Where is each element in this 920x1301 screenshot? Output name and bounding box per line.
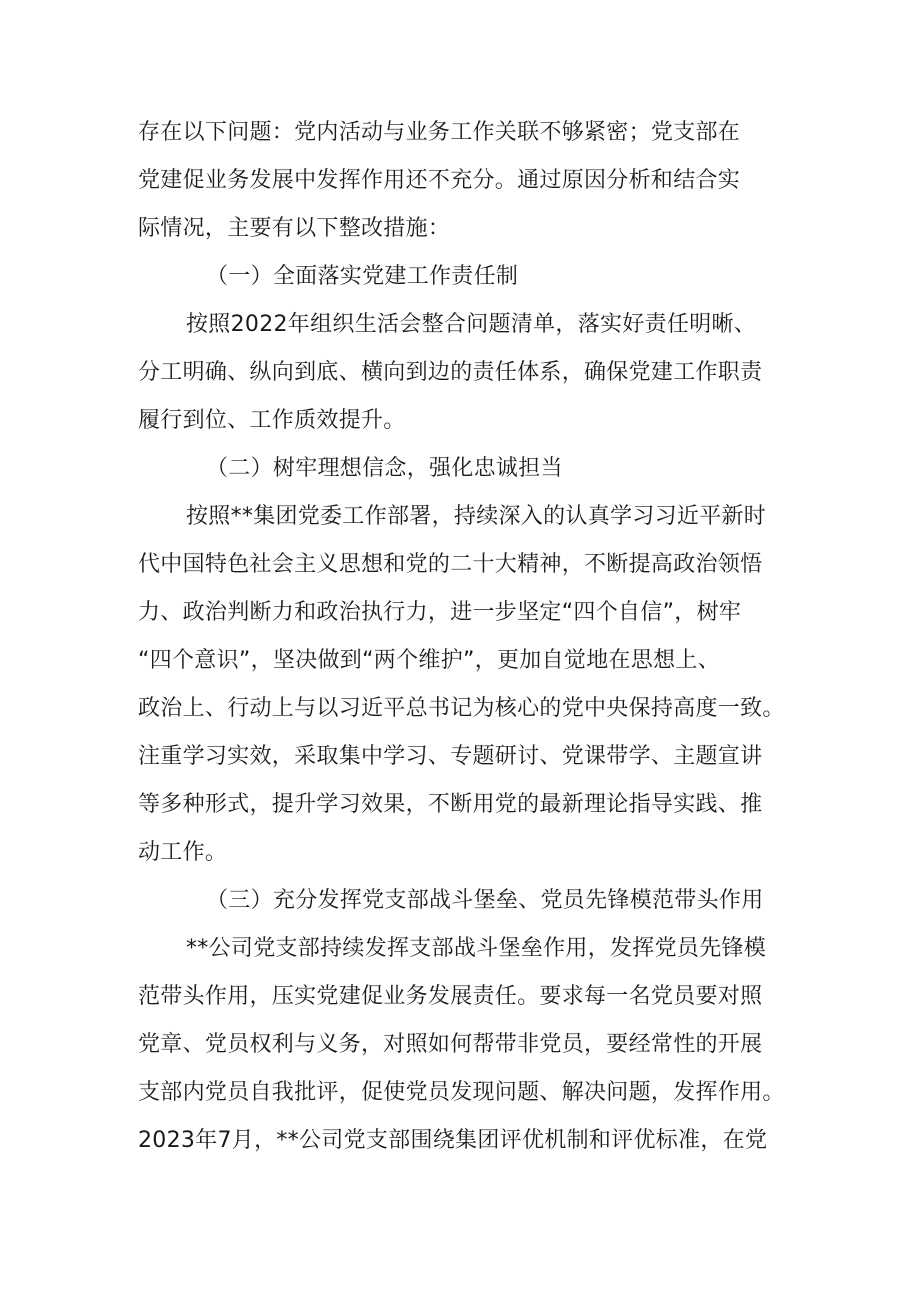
body-text-line: 按照**集团党委工作部署，持续深入的认真学习习近平新时: [186, 504, 767, 529]
section-heading-1: （一）全面落实党建工作责任制: [206, 264, 519, 289]
body-text-line: 履行到位、工作质效提升。: [138, 408, 406, 433]
body-text-line: 力、政治判断力和政治执行力，进一步坚定“四个自信”，树牢: [138, 600, 742, 625]
body-text-line: 2023年7月，**公司党支部围绕集团评优机制和评优标准，在党: [138, 1128, 768, 1153]
body-text-line: **公司党支部持续发挥支部战斗堡垒作用，发挥党员先锋模: [186, 936, 767, 961]
body-text-line: 按照2022年组织生活会整合问题清单，落实好责任明晰、: [186, 312, 757, 337]
body-text-line: 代中国特色社会主义思想和党的二十大精神，不断提高政治领悟: [138, 552, 763, 577]
body-text-line: 范带头作用，压实党建促业务发展责任。要求每一名党员要对照: [138, 984, 763, 1009]
body-text-line: 动工作。: [138, 840, 228, 865]
body-text-line: 党建促业务发展中发挥作用还不充分。通过原因分析和结合实: [138, 168, 741, 193]
body-text-line: 党章、党员权利与义务，对照如何帮带非党员，要经常性的开展: [138, 1032, 763, 1057]
body-text-line: 存在以下问题：党内活动与业务工作关联不够紧密；党支部在: [138, 120, 741, 145]
body-text-line: 等多种形式，提升学习效果，不断用党的最新理论指导实践、推: [138, 792, 763, 817]
body-text-line: 政治上、行动上与以习近平总书记为核心的党中央保持高度一致。: [138, 696, 785, 721]
body-text-line: 注重学习实效，采取集中学习、专题研讨、党课带学、主题宣讲: [138, 744, 763, 769]
body-text-line: 支部内党员自我批评，促使党员发现问题、解决问题，发挥作用。: [138, 1080, 785, 1105]
section-heading-3: （三）充分发挥党支部战斗堡垒、党员先锋模范带头作用: [206, 888, 764, 913]
body-text-line: “四个意识”，坚决做到“两个维护”，更加自觉地在思想上、: [138, 648, 720, 673]
body-text-line: 分工明确、纵向到底、横向到边的责任体系，确保党建工作职责: [138, 360, 763, 385]
body-text-line: 际情况，主要有以下整改措施：: [138, 216, 451, 241]
section-heading-2: （二）树牢理想信念，强化忠诚担当: [206, 456, 563, 481]
